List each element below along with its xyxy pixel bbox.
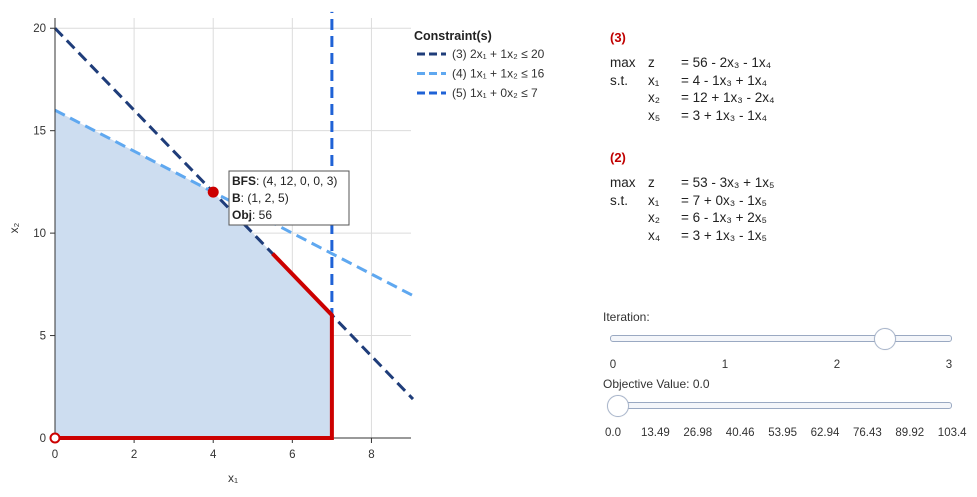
row-expression: = 7 + 0x₃ - 1x₅ [681, 192, 767, 208]
row-keyword [610, 227, 648, 245]
y-tick-label: 20 [33, 23, 46, 36]
legend-entry-label: (5) 1x₁ + 0x₂ ≤ 7 [452, 86, 538, 100]
objective-slider-handle[interactable] [607, 395, 629, 417]
svg-text:Obj: 56 [232, 208, 272, 222]
iteration-ticks [609, 359, 953, 373]
row-variable: x₅ [648, 107, 661, 123]
slider-tick-label: 2 [833, 359, 841, 371]
tooltip-bfs-value: : (4, 12, 0, 0, 3) [256, 174, 338, 188]
x-tick-label: 6 [289, 449, 296, 461]
row-variable: x₁ [648, 72, 660, 88]
legend-entry-label: (4) 1x₁ + 1x₂ ≤ 16 [452, 66, 545, 81]
tooltip-b-label: B [232, 191, 241, 205]
tooltip-bfs-label: BFS [232, 174, 256, 188]
row-keyword [610, 89, 648, 107]
legend [414, 29, 545, 100]
tableau-3-heading: (3) [610, 30, 626, 45]
row-expression: = 4 - 1x₃ + 1x₄ [681, 72, 768, 88]
tableau-3-table [610, 54, 775, 124]
tableau-row [610, 227, 775, 245]
y-axis-label: x₂ [7, 222, 21, 234]
legend-entry-label: (3) 2x₁ + 1x₂ ≤ 20 [452, 47, 545, 61]
tableau-row [610, 209, 775, 227]
row-variable: x₁ [648, 192, 660, 208]
x-tick-label: 2 [130, 449, 138, 461]
row-expression: = 3 + 1x₃ - 1x₅ [681, 227, 767, 243]
x-tick-label: 0 [51, 449, 59, 461]
tooltip [229, 171, 349, 225]
tableau-2-table [610, 174, 775, 244]
row-keyword [610, 107, 648, 125]
legend-title: Constraint(s) [414, 29, 492, 43]
slider-tick-label: 53.95 [768, 427, 797, 439]
y-tick-label: 0 [39, 433, 46, 445]
row-variable: x₂ [648, 90, 660, 105]
row-expression: = 56 - 2x₃ - 1x₄ [681, 55, 772, 70]
tableau-row [610, 54, 775, 72]
start-point[interactable] [51, 434, 60, 443]
iteration-label: Iteration: [603, 310, 650, 324]
current-point[interactable] [208, 187, 219, 198]
tableau-row [610, 192, 775, 210]
tableau-2-heading: (2) [610, 150, 626, 165]
tooltip-obj-value: : 56 [252, 208, 273, 222]
tableau-row [610, 174, 775, 192]
x-tick-label: 4 [210, 449, 217, 461]
slider-tick-label: 76.43 [853, 427, 882, 439]
row-keyword: s.t. [610, 72, 629, 88]
objective-label: Objective Value: 0.0 [603, 377, 710, 391]
objective-slider-track[interactable] [610, 402, 952, 409]
iteration-slider-track[interactable] [610, 335, 952, 342]
slider-tick-label: 62.94 [810, 427, 840, 439]
slider-tick-label: 0 [609, 359, 617, 371]
tableau-row [610, 89, 775, 107]
slider-tick-label: 103.4 [937, 427, 967, 439]
row-expression: = 3 + 1x₃ - 1x₄ [681, 107, 768, 123]
row-variable: x₂ [648, 210, 660, 225]
row-keyword [610, 209, 648, 227]
row-expression: = 53 - 3x₃ + 1x₅ [681, 175, 775, 190]
row-keyword: max [610, 175, 636, 190]
row-variable: z [648, 55, 655, 70]
x-axis-label: x₁ [227, 471, 239, 485]
slider-tick-label: 3 [945, 359, 953, 371]
row-variable: x₄ [648, 227, 661, 243]
y-tick-label: 5 [39, 330, 46, 343]
slider-tick-label: 13.49 [641, 427, 670, 439]
slider-tick-label: 40.46 [725, 427, 755, 439]
tableau-2 [610, 149, 775, 244]
row-expression: = 12 + 1x₃ - 2x₄ [681, 90, 775, 105]
y-tick-label: 10 [33, 228, 46, 241]
svg-text:B: (1, 2, 5) [232, 191, 289, 205]
tableau-3 [610, 29, 775, 124]
iteration-slider-handle[interactable] [874, 328, 896, 350]
tableau-row [610, 107, 775, 125]
tooltip-obj-label: Obj [232, 208, 252, 222]
tooltip-b-value: : (1, 2, 5) [240, 191, 289, 205]
slider-tick-label: 26.98 [683, 427, 713, 439]
row-variable: z [648, 175, 655, 190]
row-keyword: max [610, 55, 636, 70]
slider-tick-label: 1 [721, 359, 729, 371]
x-tick-label: 8 [368, 449, 375, 461]
slider-tick-label: 0.0 [605, 427, 621, 439]
row-expression: = 6 - 1x₃ + 2x₅ [681, 210, 767, 225]
slider-tick-label: 89.92 [895, 427, 925, 439]
y-tick-label: 15 [33, 125, 46, 138]
row-keyword: s.t. [610, 192, 629, 208]
objective-ticks [605, 427, 969, 441]
tableau-row [610, 72, 775, 90]
svg-text:BFS: (4, 12, 0, 0, 3) [232, 174, 337, 188]
